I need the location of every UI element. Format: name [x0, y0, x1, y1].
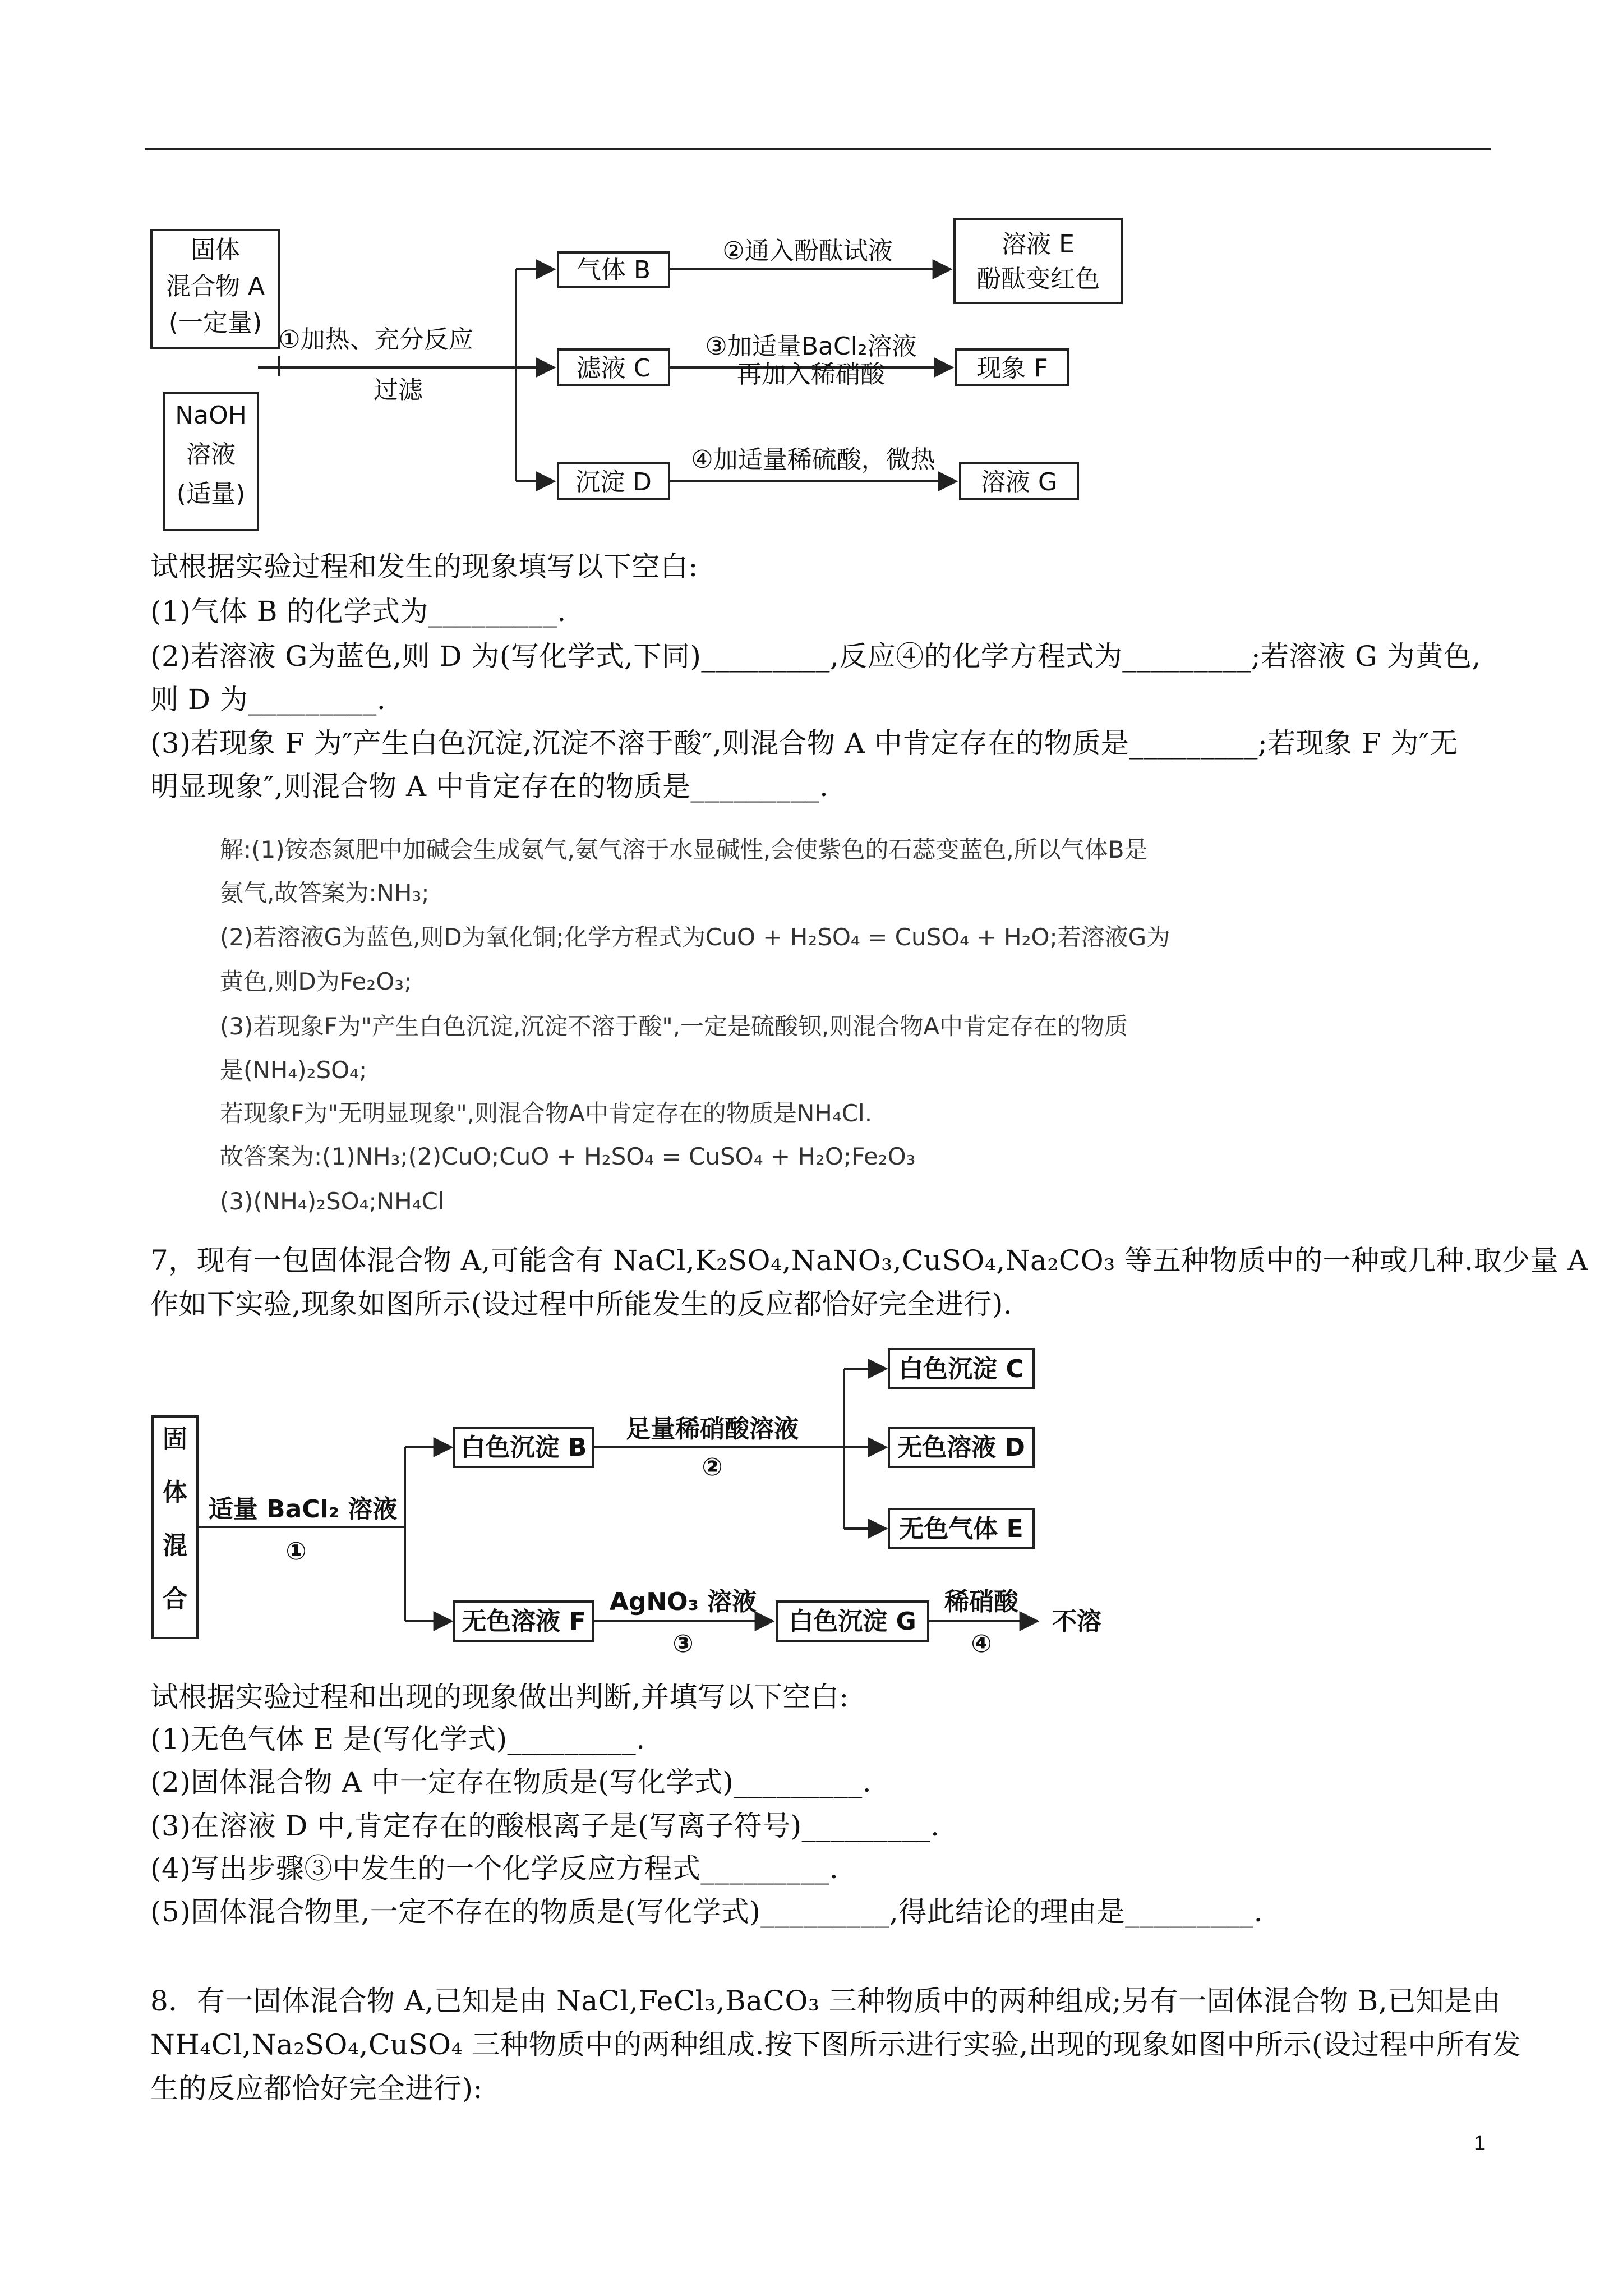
- header-rule: [145, 148, 1491, 150]
- step3-bottom-label: 再加入稀硝酸: [737, 360, 885, 389]
- box-a-line3: (一定量): [168, 309, 262, 337]
- solution-line-2: 氨气,故答案为:NH₃;: [220, 879, 430, 907]
- flow-diagram-2: [140, 1335, 1150, 1672]
- solution-line-7: 若现象F为"无明显现象",则混合物A中肯定存在的物质是NH₄Cl.: [220, 1099, 873, 1127]
- solution-g-label: 溶液 G: [980, 468, 1058, 496]
- colorless-gas-e-label: 无色气体 E: [899, 1515, 1023, 1543]
- step1-top-label: ①加热、充分反应: [278, 325, 473, 354]
- box-naoh-line2: 溶液: [186, 440, 236, 469]
- q6-line-4: (3)若现象 F 为″产生白色沉淀,沉淀不溶于酸″,则混合物 A 中肯定存在的物质是_________;若现象 F 为″无: [150, 727, 1458, 760]
- page-number: 1: [1474, 2132, 1486, 2155]
- filtrate-c-label: 滤液 C: [576, 354, 651, 383]
- q6-line-5: 明显现象″,则混合物 A 中肯定存在的物质是_________.: [150, 770, 829, 803]
- step3-label: AgNO₃ 溶液: [609, 1588, 757, 1616]
- q7-intro: 试根据实验过程和出现的现象做出判断,并填写以下空白:: [150, 1681, 849, 1713]
- step1-bottom-label: 过滤: [374, 376, 423, 404]
- step1-number: ①: [285, 1537, 307, 1566]
- solution-e-line1: 溶液 E: [1002, 230, 1075, 259]
- box-a-line1: 固体: [191, 236, 240, 264]
- q8-line-2: NH₄Cl,Na₂SO₄,CuSO₄ 三种物质中的两种组成.按下图所示进行实验,出现的现象如图中所示(设过程中所有发: [150, 2028, 1521, 2061]
- solution-line-8: 故答案为:(1)NH₃;(2)CuO;CuO + H₂SO₄ = CuSO₄ + H₂O;Fe₂O₃: [220, 1143, 916, 1170]
- box-naoh-line3: (适量): [176, 480, 246, 508]
- q6-line-2: (2)若溶液 G为蓝色,则 D 为(写化学式,下同)_________,反应④的化学方程式为_________;若溶液 G 为黄色,: [150, 640, 1481, 673]
- phenomenon-f-label: 现象 F: [976, 354, 1048, 383]
- white-precipitate-g-label: 白色沉淀 G: [789, 1607, 916, 1636]
- step2-label: ②通入酚酞试液: [722, 237, 893, 265]
- solution-line-6: 是(NH₄)₂SO₄;: [220, 1056, 367, 1084]
- step4-label: 稀硝酸: [944, 1588, 1018, 1616]
- step2-number: ②: [702, 1453, 723, 1481]
- solid-char-3: 混: [163, 1531, 187, 1560]
- solution-line-5: (3)若现象F为"产生白色沉淀,沉淀不溶于酸",一定是硫酸钡,则混合物A中肯定存在的物质: [220, 1013, 1128, 1040]
- white-precipitate-c-label: 白色沉淀 C: [898, 1355, 1024, 1383]
- q6-line-1: (1)气体 B 的化学式为_________.: [150, 595, 566, 628]
- solid-char-2: 体: [163, 1478, 187, 1507]
- solution-line-1: 解:(1)铵态氮肥中加碱会生成氨气,氨气溶于水显碱性,会使紫色的石蕊变蓝色,所以气体B是: [220, 836, 1148, 863]
- box-a-line2: 混合物 A: [165, 272, 265, 301]
- q6-intro: 试根据实验过程和发生的现象填写以下空白:: [150, 550, 698, 583]
- solid-char-4: 合: [163, 1585, 187, 1613]
- precipitate-d-label: 沉淀 D: [575, 468, 652, 496]
- box-naoh-line1: NaOH: [175, 401, 247, 430]
- white-precipitate-b-label: 白色沉淀 B: [460, 1433, 587, 1462]
- flow-diagram-1: [140, 208, 1150, 539]
- q8-line-3: 生的反应都恰好完全进行):: [150, 2072, 483, 2105]
- q6-line-3: 则 D 为_________.: [150, 683, 386, 716]
- step4-number: ④: [971, 1630, 992, 1658]
- q7-line-1: 7，现有一包固体混合物 A,可能含有 NaCl,K₂SO₄,NaNO₃,CuSO₄,Na₂CO₃ 等五种物质中的一种或几种.取少量 A: [150, 1244, 1588, 1277]
- colorless-solution-f-label: 无色溶液 F: [462, 1607, 586, 1636]
- solution-e-line2: 酚酞变红色: [976, 265, 1100, 293]
- insoluble-label: 不溶: [1052, 1607, 1101, 1636]
- gas-b-label: 气体 B: [576, 256, 651, 284]
- step3-number: ③: [672, 1630, 694, 1658]
- q7-line-2: 作如下实验,现象如图所示(设过程中所能发生的反应都恰好完全进行).: [150, 1288, 1013, 1320]
- solid-char-1: 固: [163, 1425, 187, 1453]
- q7-question-4: (4)写出步骤③中发生的一个化学反应方程式_________.: [150, 1852, 839, 1885]
- solution-line-3: (2)若溶液G为蓝色,则D为氧化铜;化学方程式为CuO + H₂SO₄ = CuSO₄ + H₂O;若溶液G为: [220, 923, 1170, 951]
- step4-label: ④加适量稀硫酸，微热: [691, 445, 935, 474]
- step3-top-label: ③加适量BaCl₂溶液: [705, 332, 917, 361]
- q7-question-2: (2)固体混合物 A 中一定存在物质是(写化学式)_________.: [150, 1766, 872, 1798]
- solution-line-4: 黄色,则D为Fe₂O₃;: [220, 968, 412, 995]
- q7-question-5: (5)固体混合物里,一定不存在的物质是(写化学式)_________,得此结论的理由是_________.: [150, 1895, 1264, 1928]
- step1-label: 适量 BaCl₂ 溶液: [208, 1495, 398, 1524]
- colorless-solution-d-label: 无色溶液 D: [897, 1433, 1025, 1462]
- q8-line-1: 8．有一固体混合物 A,已知是由 NaCl,FeCl₃,BaCO₃ 三种物质中的两种组成;另有一固体混合物 B,已知是由: [150, 1985, 1501, 2017]
- step2-label: 足量稀硝酸溶液: [626, 1415, 799, 1443]
- q7-question-1: (1)无色气体 E 是(写化学式)_________.: [150, 1723, 645, 1755]
- q7-question-3: (3)在溶液 D 中,肯定存在的酸根离子是(写离子符号)_________.: [150, 1810, 940, 1842]
- solution-line-9: (3)(NH₄)₂SO₄;NH₄Cl: [220, 1188, 445, 1215]
